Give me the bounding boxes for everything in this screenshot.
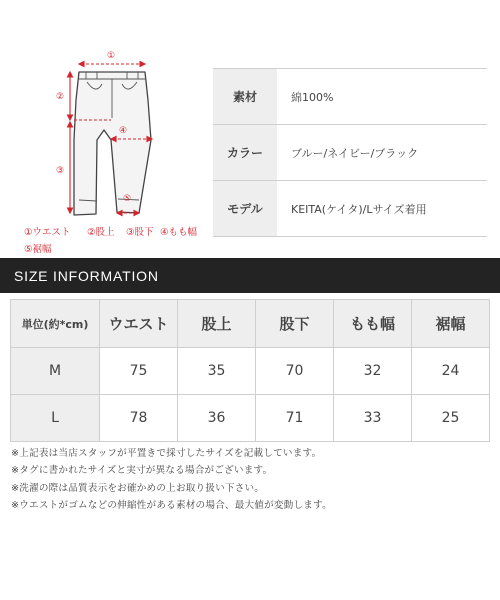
header-waist: ウエスト xyxy=(100,300,178,348)
size-table-header-row xyxy=(11,300,490,348)
table-cell: 36 xyxy=(178,395,256,442)
table-cell: 25 xyxy=(412,395,490,442)
note-tag-difference: ※タグに書かれたサイズと実寸が異なる場合がございます。 xyxy=(11,465,273,477)
hem-marker: ⑤ xyxy=(123,194,132,204)
spec-value-material: 綿100% xyxy=(291,90,334,104)
header-hem: 裾幅 xyxy=(412,300,490,348)
table-cell: 24 xyxy=(412,348,490,395)
size-label-m: M xyxy=(11,348,100,395)
table-cell: 75 xyxy=(100,348,178,395)
table-cell: 71 xyxy=(256,395,334,442)
size-table xyxy=(10,299,490,442)
note-washing: ※洗濯の際は品質表示をお確かめの上お取り扱い下さい。 xyxy=(11,482,265,494)
spec-label-color: カラー xyxy=(213,125,277,180)
header-unit: 単位(約*cm) xyxy=(11,300,100,348)
legend-waist: ①ウエスト xyxy=(24,227,71,238)
legend-hem: ⑤裾幅 xyxy=(24,244,52,255)
table-cell: 70 xyxy=(256,348,334,395)
spec-value-color: ブルー/ネイビー/ブラック xyxy=(291,146,419,160)
header-thigh: もも幅 xyxy=(334,300,412,348)
pants-illustration xyxy=(0,0,210,260)
product-spec-table xyxy=(213,68,487,237)
table-cell: 32 xyxy=(334,348,412,395)
table-cell: 33 xyxy=(334,395,412,442)
note-elastic-waist: ※ウエストがゴムなどの伸縮性がある素材の場合、最大値が変動します。 xyxy=(11,499,332,511)
size-notes xyxy=(11,445,491,514)
spec-value-model: KEITA(ケイタ)/Lサイズ着用 xyxy=(291,202,427,216)
size-label-l: L xyxy=(11,395,100,442)
rise-marker: ② xyxy=(56,92,65,102)
pants-measurement-diagram xyxy=(0,0,210,260)
spec-label-material: 素材 xyxy=(213,69,277,124)
thigh-marker: ④ xyxy=(119,126,128,136)
inseam-marker: ③ xyxy=(56,166,65,176)
waist-marker: ① xyxy=(107,51,116,61)
spec-row-color xyxy=(213,124,487,180)
note-measurement-method: ※上記表は当店スタッフが平置きで採寸したサイズを記載しています。 xyxy=(11,448,322,459)
legend-thigh: ④もも幅 xyxy=(160,227,198,238)
header-inseam: 股下 xyxy=(256,300,334,348)
table-cell: 35 xyxy=(178,348,256,395)
size-information-title: SIZE INFORMATION xyxy=(14,268,159,284)
table-row xyxy=(11,348,490,395)
spec-row-material xyxy=(213,68,487,124)
spec-row-model xyxy=(213,180,487,237)
table-row xyxy=(11,395,490,442)
spec-label-model: モデル xyxy=(213,181,277,236)
header-rise: 股上 xyxy=(178,300,256,348)
legend-inseam: ③股下 xyxy=(126,227,154,238)
legend-rise: ②股上 xyxy=(87,227,115,238)
table-cell: 78 xyxy=(100,395,178,442)
size-information-header xyxy=(0,258,500,293)
